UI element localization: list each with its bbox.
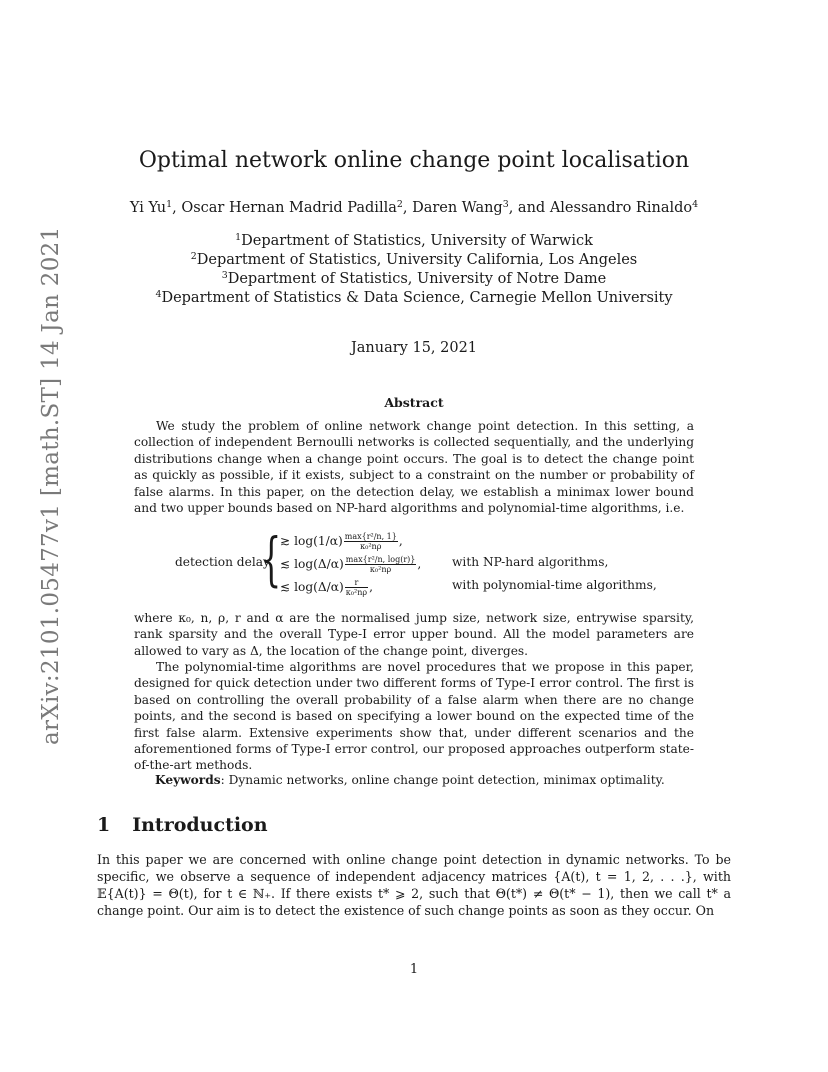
author-sup: 2 [396,198,403,210]
equation-punct: , [369,580,373,594]
abstract-paragraph: The polynomial-time algorithms are novel procedures that we propose in this paper, designed for quick detection under two different forms of Type-I error control. The first is based on controlling the overall probability of a false alarm when there are no change points, and the second is based on specifying a lower bound on the expected time of the first false alarm. Extensive experiments show that, under different scenarios and the aforementioned forms of Type-I error control, our proposed approaches outperform state-of-the-art methods. [134,660,694,773]
affiliation-text: Department of Statistics & Data Science, Carnegie Mellon University [161,290,673,306]
affiliation-sup: 4 [155,288,162,300]
paper-title: Optimal network online change point localisation [138,148,690,173]
affiliation-text: Department of Statistics, University of Warwick [241,233,593,249]
keywords-text: : Dynamic networks, online change point detection, minimax optimality. [220,773,665,787]
equation-fraction [345,578,368,597]
publication-date: January 15, 2021 [350,340,478,356]
affiliation-sup: 3 [221,269,228,281]
left-brace: { [261,525,282,593]
fraction-numerator: r [345,578,368,588]
body-paragraph: In this paper we are concerned with online change point detection in dynamic networks. To be specific, we observe a sequence of independent adjacency matrices {A(t), t = 1, 2, . . .}, with 𝔼{A(t)} = Θ(t), for t ∈ ℕ₊. If there exists t* ⩾ 2, such that Θ(t*) ≠ Θ(t* − 1), then we call t* a change point. Our aim is to detect the existence of such change points as soon as they occur. On [97,852,731,918]
equation-row [280,532,403,551]
affiliation [0,290,828,306]
equation-row [280,555,421,574]
equation-fraction [344,532,398,551]
fraction-denominator: κ₀²nρ [360,542,382,551]
affiliation-text: Department of Statistics, University California, Los Angeles [196,252,638,268]
equation-tag: with NP-hard algorithms, [452,555,609,569]
section-title: Introduction [132,814,268,836]
affiliation [0,252,828,268]
fraction-numerator: max{r²/n, 1} [344,532,397,541]
equation-term: ≲ log(Δ/α) [280,557,344,571]
affiliation-text: Department of Statistics, University of Notre Dame [227,271,607,287]
abstract-paragraph: where κ₀, n, ρ, r and α are the normalised jump size, network size, entrywise sparsity, rank sparsity and the overall Type-I error upper bound. All the model parameters are allowed to vary as Δ, the location of the change point, diverges. [134,611,694,658]
affiliation-sup: 2 [190,250,197,262]
fraction-numerator: max{r²/n, log(r)} [345,555,416,564]
affiliation-sup: 1 [235,231,242,243]
equation-punct: , [417,557,422,571]
keywords-label: Keywords [155,773,221,787]
abstract-paragraph: We study the problem of online network change point detection. In this setting, a collection of independent Bernoulli networks is collected sequentially, and the underlying distributions change when a change point occurs. The goal is to detect the change point as quickly as possible, if it exists, subject to a constraint on the number or probability of false alarms. In this paper, on the detection delay, we establish a minimax lower bound and two upper bounds based on NP-hard algorithms and polynomial-time algorithms, i.e. [134,419,694,516]
fraction-denominator: κ₀²nρ [345,588,368,597]
author-sup: 3 [502,198,509,210]
author-name: Oscar Hernan Madrid Padilla [181,200,397,216]
equation-punct: , [398,534,403,548]
fraction-denominator: κ₀²nρ [369,565,392,574]
affiliation [0,233,828,249]
abstract-heading: Abstract [384,395,444,410]
equation-lhs: detection delay [175,555,270,569]
author-name: Daren Wang [412,200,503,216]
equation-fraction [345,555,417,574]
page-number: 1 [409,962,419,977]
equation-term: ≳ log(1/α) [280,534,343,548]
detection-delay-equation [175,525,695,600]
author-name: Yi Yu [129,200,167,216]
equation-row [280,578,373,597]
affiliation [0,271,828,287]
equation-tag: with polynomial-time algorithms, [452,578,657,592]
author-name: Alessandro Rinaldo [549,200,693,216]
arxiv-identifier: arXiv:2101.05477v1 [math.ST] 14 Jan 2021 [38,226,64,745]
equation-term: ≲ log(Δ/α) [280,580,344,594]
author-sup: 4 [692,198,699,210]
author-sup: 1 [166,198,173,210]
author-list: Yi Yu$^1$, Oscar Hernan Madrid Padilla$^2$, Daren Wang$^3$, and Alessandro Rinaldo$^4$ [129,198,699,216]
keywords [155,773,665,787]
section-number: 1 [97,814,111,836]
section-heading [97,814,268,836]
